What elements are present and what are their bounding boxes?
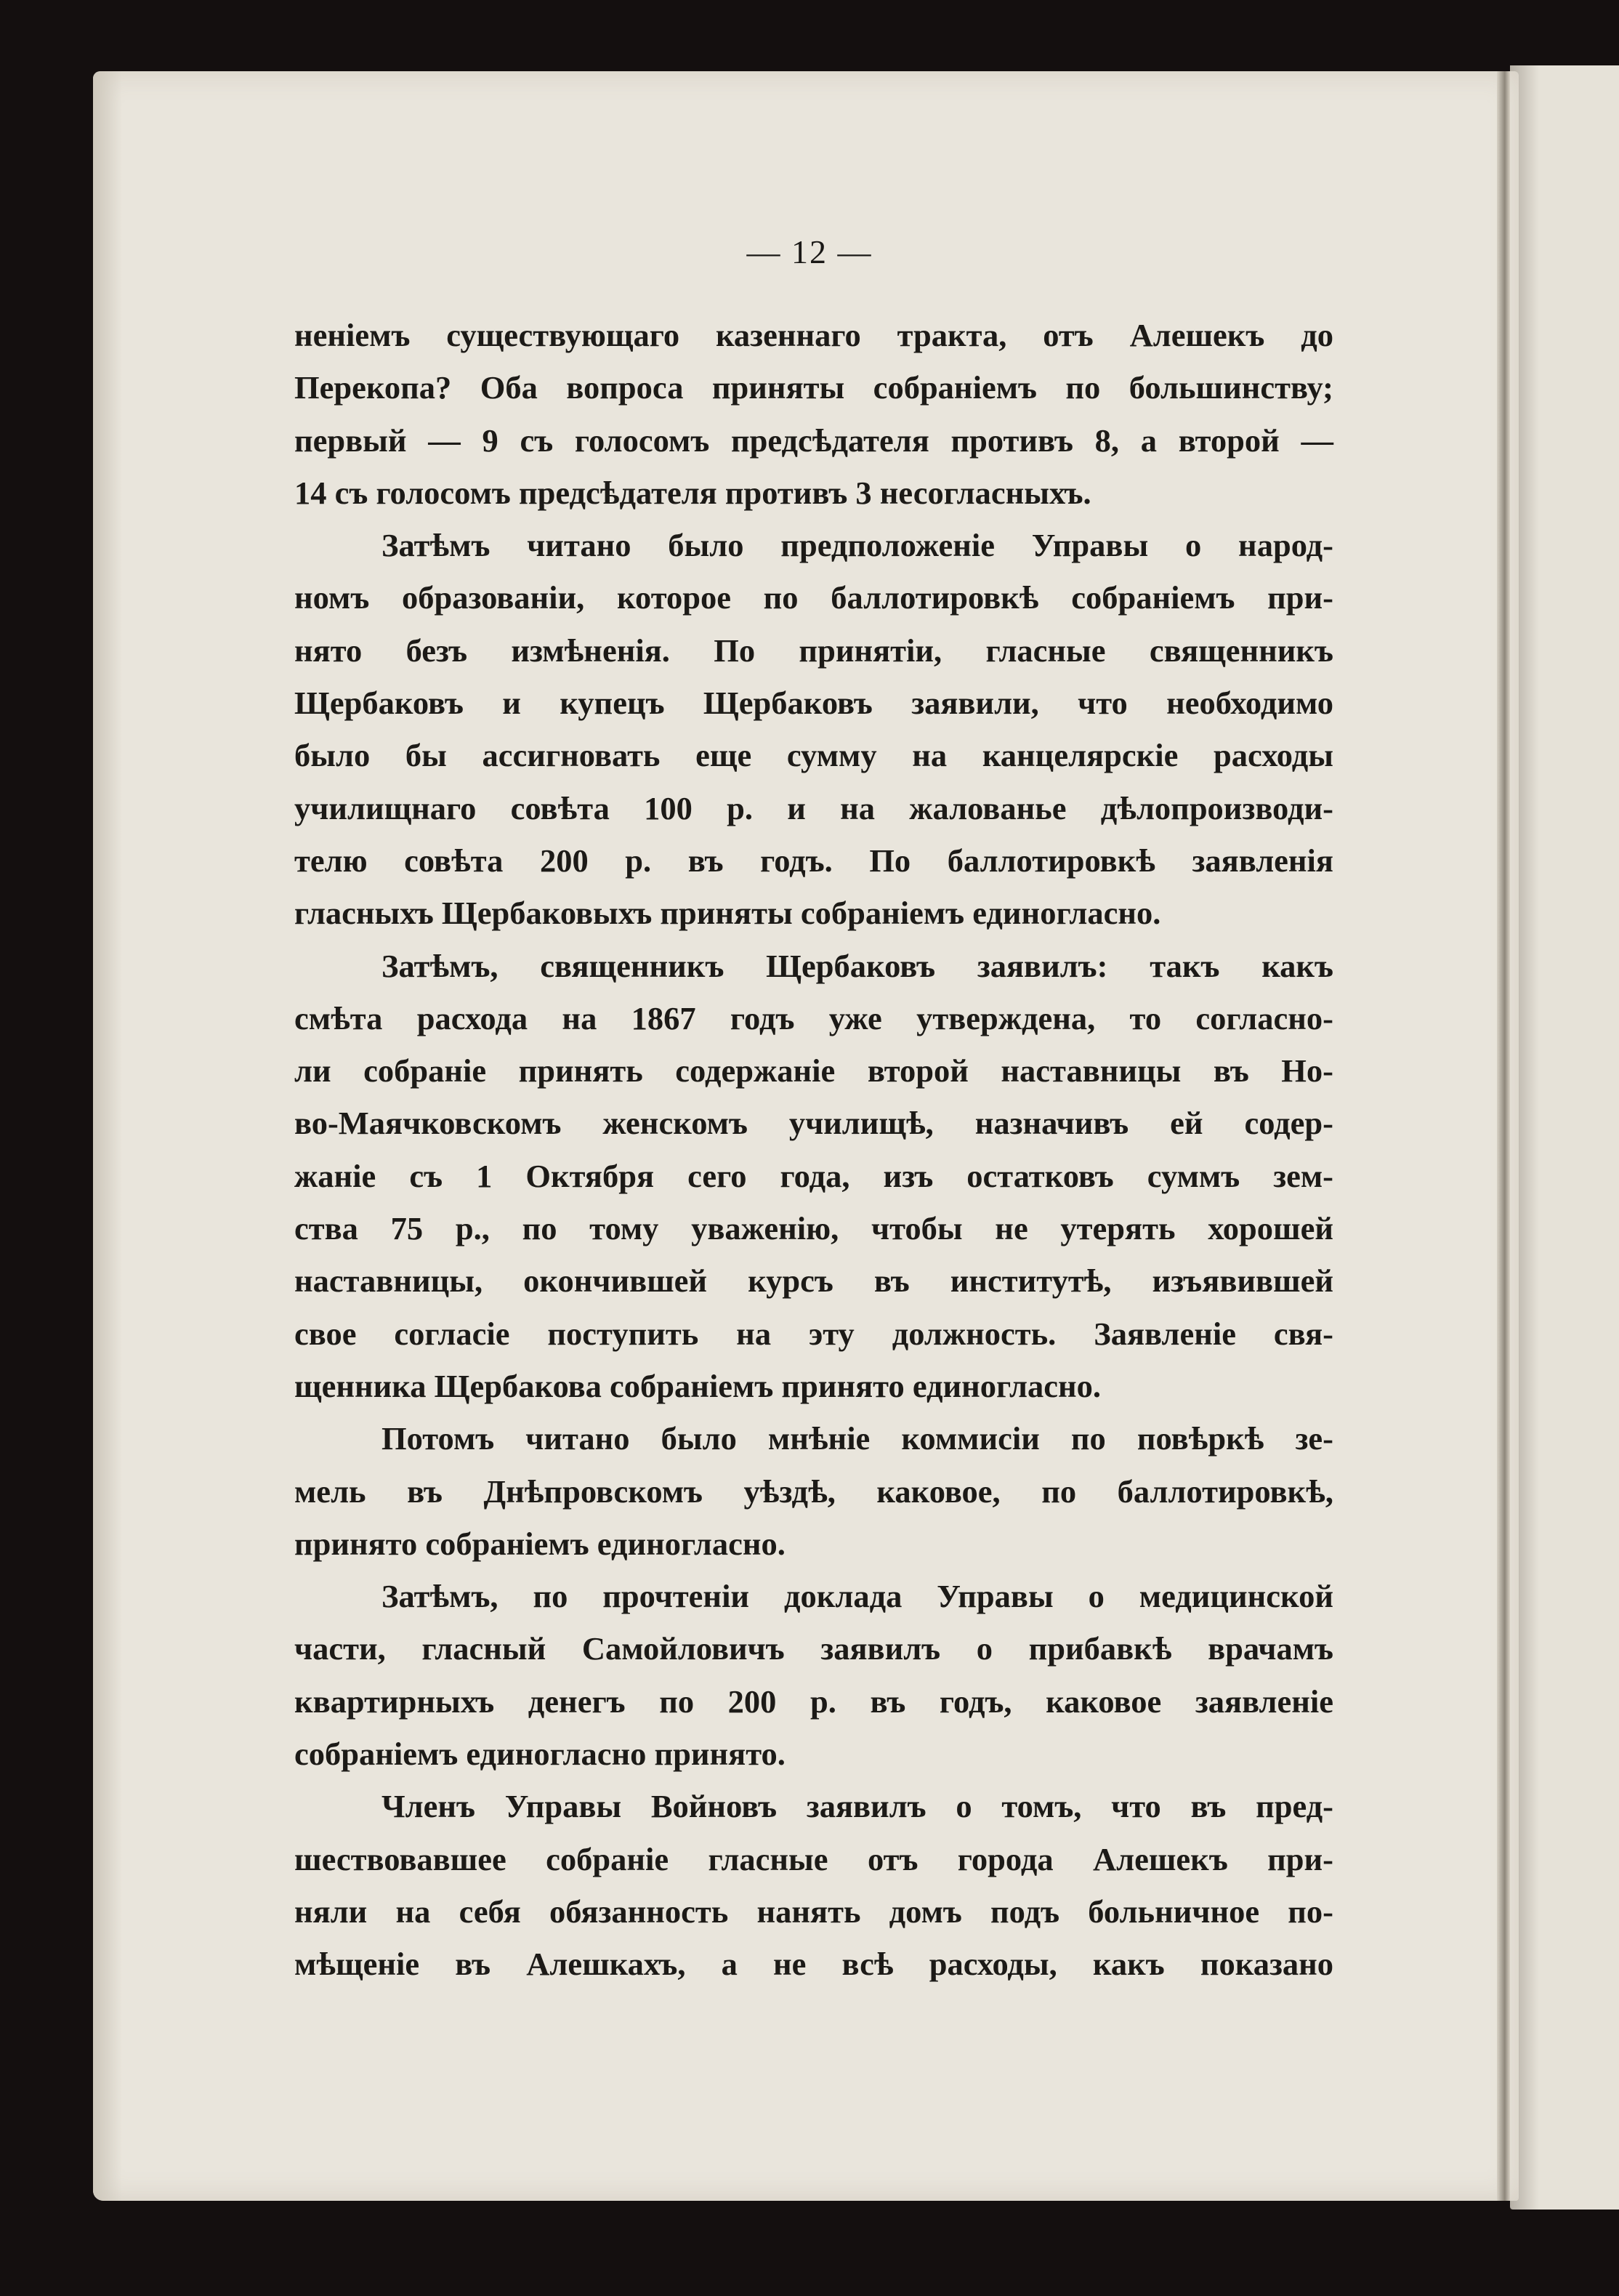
text-line: Затѣмъ, по прочтеніи доклада Управы о медицинской [381,1578,1333,1615]
text-line: шествовавшее собраніе гласные отъ города Алешекъ при- [294,1840,1333,1877]
text-line: первый — 9 съ голосомъ предсѣдателя противъ 8, а второй — [294,422,1333,459]
text-line: жаніе съ 1 Октября сего года, изъ остатковъ суммъ зем- [294,1157,1333,1194]
page-left-edge [93,71,122,2201]
text-line: Перекопа? Оба вопроса приняты собраніемъ по большинству; [294,369,1333,406]
text-line: ли собраніе принять содержаніе второй наставницы въ Но- [294,1052,1333,1089]
text-line: наставницы, окончившей курсъ въ институтѣ, изъявившей [294,1262,1333,1300]
text-line: телю совѣта 200 р. въ годъ. По баллотировкѣ заявленія [294,842,1333,879]
text-line: ства 75 р., по тому уваженію, чтобы не утерять хорошей [294,1210,1333,1247]
text-line: было бы ассигновать еще сумму на канцелярскіе расходы [294,737,1333,774]
text-line: Членъ Управы Войновъ заявилъ о томъ, что въ пред- [381,1788,1333,1825]
page-number: — 12 — [746,233,873,270]
text-line: Щербаковъ и купецъ Щербаковъ заявили, что необходимо [294,685,1333,722]
text-line: смѣта расхода на 1867 годъ уже утверждена, то согласно- [294,999,1333,1036]
text-line: мѣщеніе въ Алешкахъ, а не всѣ расходы, какъ показано [294,1946,1333,1983]
text-line: щенника Щербакова собраніемъ принято единогласно. [294,1367,1101,1404]
book-gutter [1497,71,1510,2201]
text-line: номъ образованіи, которое по баллотировкѣ собраніемъ при- [294,579,1333,616]
text-line: гласныхъ Щербаковыхъ приняты собраніемъ единогласно. [294,895,1161,932]
text-line: неніемъ существующаго казеннаго тракта, отъ Алешекъ до [294,317,1333,353]
body-text [294,309,1333,1991]
text-line: Затѣмъ, священникъ Щербаковъ заявилъ: такъ какъ [381,947,1333,984]
text-line: Затѣмъ читано было предположеніе Управы о народ- [381,527,1333,564]
text-line: во-Маячковскомъ женскомъ училищѣ, назначивъ ей содер- [294,1105,1333,1142]
text-line: мель въ Днѣпровскомъ уѣздѣ, каковое, по баллотировкѣ, [294,1473,1333,1510]
text-line: училищнаго совѣта 100 р. и на жалованье дѣлопроизводи- [294,789,1333,826]
text-line: няли на себя обязанность нанять домъ подъ больничное по- [294,1893,1333,1930]
text-line: нято безъ измѣненія. По принятіи, гласные священникъ [294,632,1333,669]
text-line: собраніемъ единогласно принято. [294,1736,786,1773]
text-line: Потомъ читано было мнѣніе коммисіи по повѣркѣ зе- [381,1420,1333,1457]
text-line: 14 съ голосомъ предсѣдателя противъ 3 несогласныхъ. [294,474,1091,511]
text-line: свое согласіе поступить на эту должность. Заявленіе свя- [294,1315,1333,1352]
text-line: принято собраніемъ единогласно. [294,1525,786,1562]
text-line: части, гласный Самойловичъ заявилъ о прибавкѣ врачамъ [294,1630,1333,1667]
text-line: квартирныхъ денегъ по 200 р. въ годъ, каковое заявленіе [294,1683,1333,1720]
